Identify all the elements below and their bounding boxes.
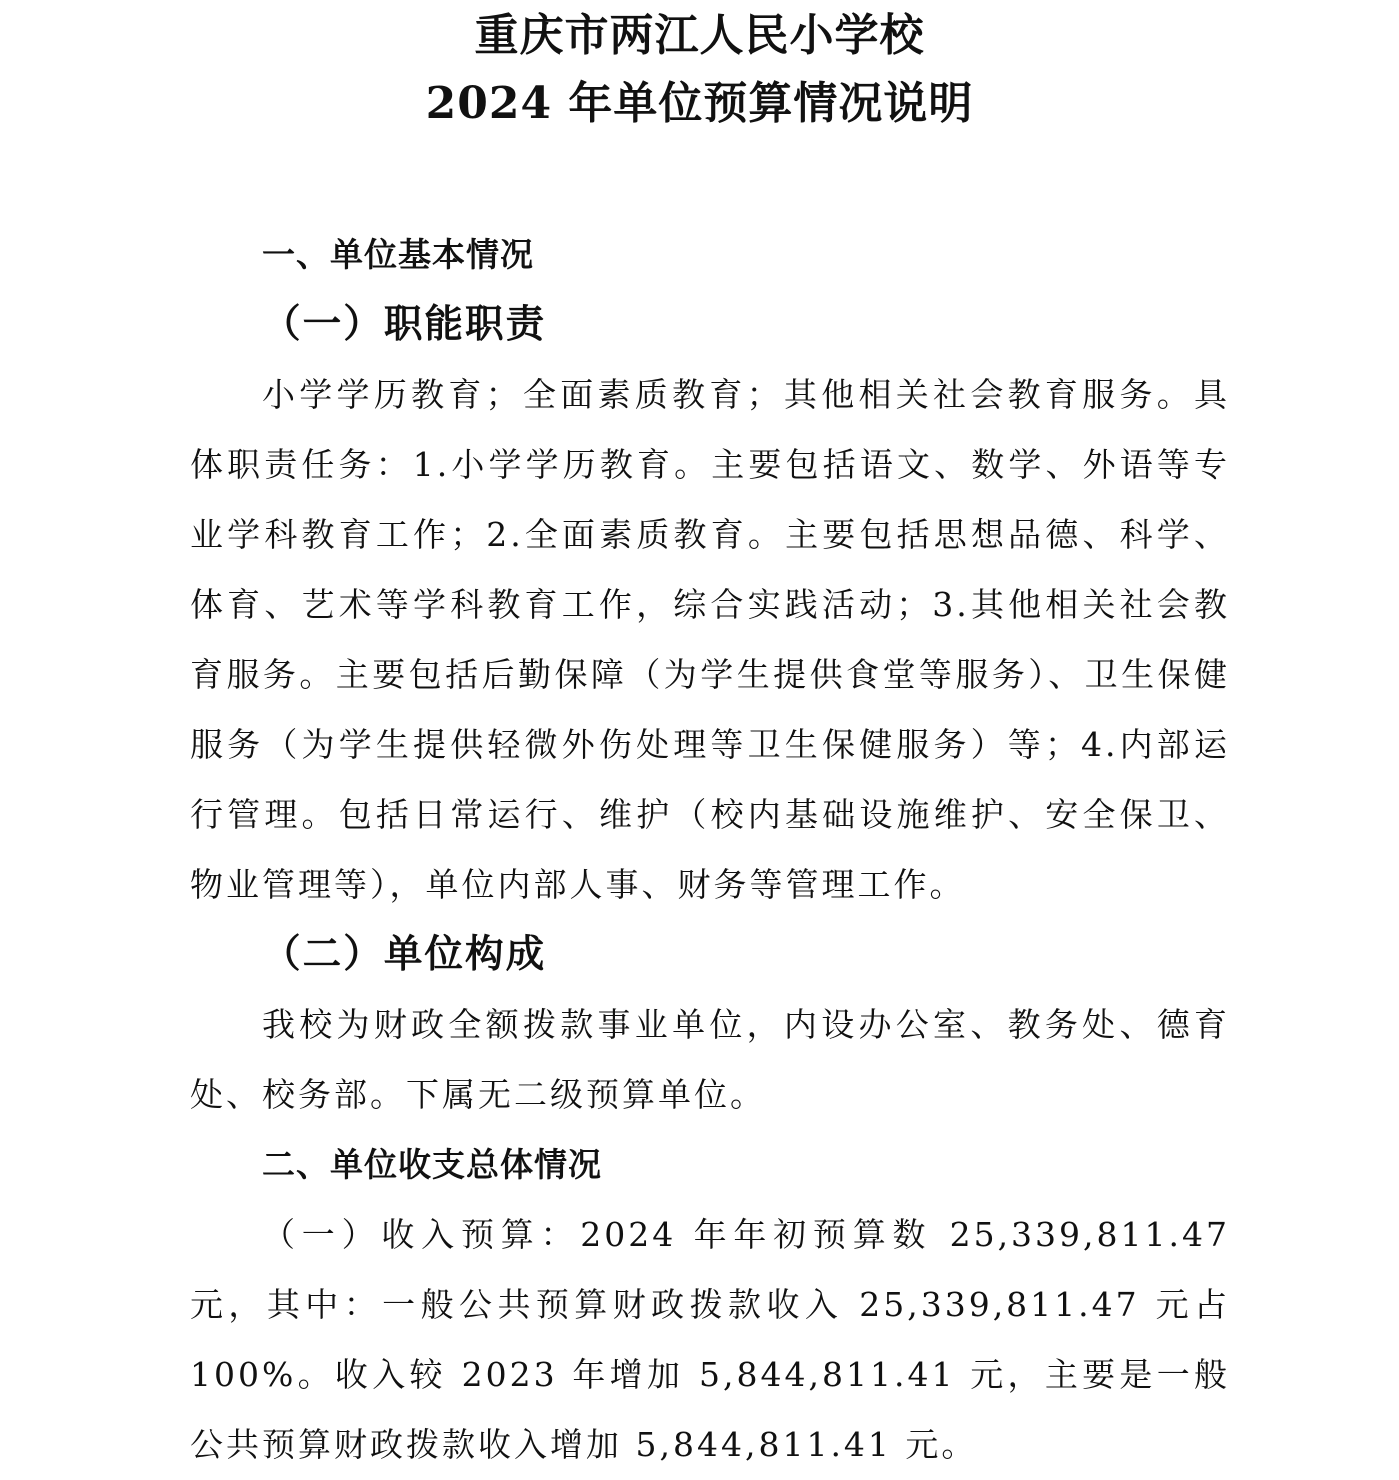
subsection-heading-duties: （一）职能职责 [262,302,547,347]
subsection-heading-composition: （二）单位构成 [262,932,547,977]
paragraph-duties: 小学学历教育；全面素质教育；其他相关社会教育服务。具体职责任务：1.小学学历教育。主要包括语文、数学、外语等专业学科教育工作；2.全面素质教育。主要包括思想品德、科学、体育、艺术等学科教育工作，综合实践活动；3.其他相关社会教育服务。主要包括后勤保障（为学生提供食堂等服务）、卫生保健服务（为学生提供轻微外伤处理等卫生保健服务）等；4.内部运行管理。包括日常运行、维护（校内基础设施维护、安全保卫、物业管理等），单位内部人事、财务等管理工作。 [190,375,1230,904]
paragraph-composition: 我校为财政全额拨款事业单位，内设办公室、教务处、德育处、校务部。下属无二级预算单位。 [190,1005,1230,1114]
section-heading-basic-info: 一、单位基本情况 [262,235,534,274]
section-heading-budget-overview: 二、单位收支总体情况 [262,1145,602,1184]
document-body [190,220,1230,1480]
document-title-line1: 重庆市两江人民小学校 [474,10,925,61]
paragraph-income-budget: （一）收入预算：2024 年年初预算数 25,339,811.47 元，其中：一般公共预算财政拨款收入 25,339,811.47 元占 100%。收入较 2023 年增加 5,844,811.41 元，主要是一般公共预算财政拨款收入增加 5,844,811.41 元。 [190,1215,1230,1464]
document-title-line2: 2024 年单位预算情况说明 [425,78,974,129]
